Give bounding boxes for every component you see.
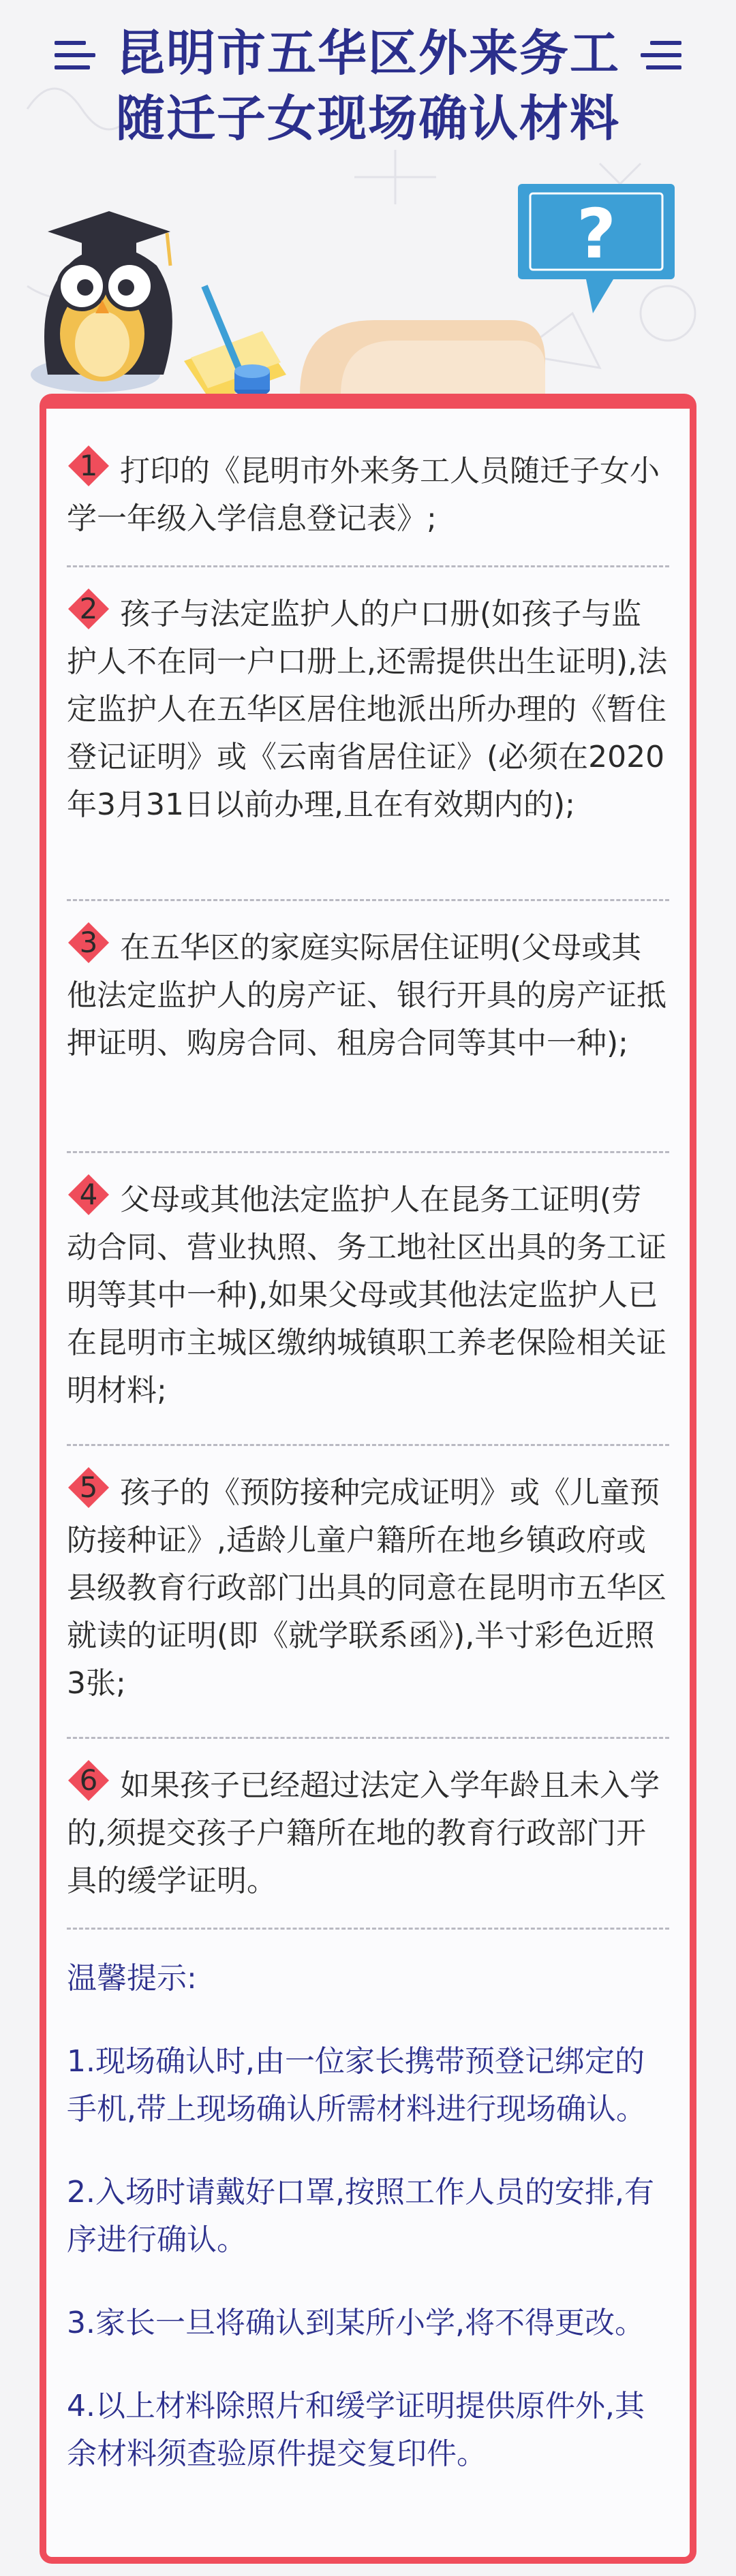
list-item (67, 587, 669, 829)
coin-stack-icon (234, 364, 270, 396)
scroll-icon (300, 320, 545, 395)
number-badge-icon: 6 (67, 1759, 110, 1802)
divider (67, 565, 669, 567)
page-header (0, 0, 736, 163)
divider (67, 899, 669, 901)
tips-heading: 温馨提示: (67, 1961, 197, 1996)
tip-item: 2.入场时请戴好口罩,按照工作人员的安排,有序进行确认。 (67, 2175, 654, 2257)
item-text: 打印的《昆明市外来务工人员随迁子女小学一年级入学信息登记表》; (67, 454, 660, 536)
tip-item: 1.现场确认时,由一位家长携带预登记绑定的手机,带上现场确认所需材料进行现场确认。 (67, 2044, 646, 2126)
tip-item: 3.家长一旦将确认到某所小学,将不得更改。 (67, 2306, 645, 2340)
owl-icon (31, 211, 172, 392)
divider (67, 1444, 669, 1446)
item-text: 孩子的《预防接种完成证明》或《儿童预防接种证》,适龄儿童户籍所在地乡镇政府或县级教育行政部门出具的同意在昆明市五华区就读的证明(即《就学联系函》),半寸彩色近照3张; (67, 1475, 666, 1701)
menu-lines-icon (641, 41, 681, 71)
item-text: 在五华区的家庭实际居住证明(父母或其他法定监护人的房产证、银行开具的房产证抵押证明、购房合同、租房合同等其中一种); (67, 930, 666, 1061)
list-item (67, 1173, 669, 1415)
list-item (67, 1759, 669, 1905)
title-line-2: 随迁子女现场确认材料 (115, 90, 620, 147)
number-badge-icon: 4 (67, 1173, 110, 1216)
number-badge-icon: 2 (67, 587, 110, 631)
question-bubble-icon (518, 184, 675, 313)
list-item (67, 921, 669, 1067)
list-item (67, 1466, 669, 1708)
page-title (102, 20, 634, 151)
item-text: 父母或其他法定监护人在昆务工证明(劳动合同、营业执照、务工地社区出具的务工证明等其中一种),如果父母或其他法定监护人已在昆明市主城区缴纳城镇职工养老保险相关证明材料; (67, 1182, 666, 1408)
number-badge-icon: 5 (67, 1466, 110, 1509)
list-item (67, 444, 669, 543)
question-mark: ? (576, 194, 617, 274)
divider (67, 1928, 669, 1930)
title-line-1: 昆明市五华区外来务工 (115, 25, 620, 82)
materials-card (40, 394, 696, 2564)
item-text: 如果孩子已经超过法定入学年龄且未入学的,须提交孩子户籍所在地的教育行政部门开具的缓学证明。 (67, 1768, 660, 1898)
item-text: 孩子与法定监护人的户口册(如孩子与监护人不在同一户口册上,还需提供出生证明),法定监护人在五华区居住地派出所办理的《暂住登记证明》或《云南省居住证》(必须在2020年3月31日以前办理,且在有效期内的); (67, 597, 668, 822)
owl-illustration (0, 170, 736, 402)
tips-section (67, 1955, 669, 2478)
menu-lines-icon (55, 41, 95, 71)
number-badge-icon: 1 (67, 444, 110, 488)
tip-item: 4.以上材料除照片和缓学证明提供原件外,其余材料须查验原件提交复印件。 (67, 2389, 645, 2471)
divider (67, 1737, 669, 1739)
number-badge-icon: 3 (67, 921, 110, 964)
divider (67, 1151, 669, 1153)
